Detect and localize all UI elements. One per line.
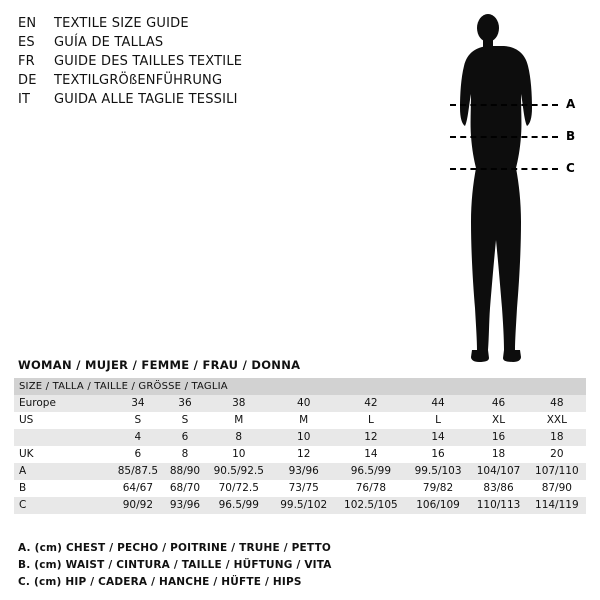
table-header-label: SIZE / TALLA / TAILLE / GRÖSSE / TAGLIA — [14, 378, 586, 395]
cell: 99.5/102 — [272, 497, 335, 514]
row-label: UK — [14, 446, 111, 463]
row-label: Europe — [14, 395, 111, 412]
language-title: GUIDA ALLE TAGLIE TESSILI — [54, 92, 238, 107]
cell: 110/113 — [469, 497, 527, 514]
cell: 14 — [335, 446, 407, 463]
table-row — [14, 497, 586, 514]
cell: 76/78 — [335, 480, 407, 497]
table-row — [14, 429, 586, 446]
cell: 73/75 — [272, 480, 335, 497]
row-label — [14, 429, 111, 446]
language-row — [18, 54, 318, 73]
table-header-row — [14, 378, 586, 395]
cell: 42 — [335, 395, 407, 412]
cell: L — [335, 412, 407, 429]
marker-label-c: C — [566, 161, 575, 175]
cell: 99.5/103 — [407, 463, 470, 480]
cell: 64/67 — [111, 480, 165, 497]
language-header-block — [18, 16, 318, 111]
language-row — [18, 73, 318, 92]
cell: 46 — [469, 395, 527, 412]
table-row — [14, 412, 586, 429]
cell: 88/90 — [165, 463, 205, 480]
cell: 18 — [528, 429, 586, 446]
table-row — [14, 446, 586, 463]
language-title: GUÍA DE TALLAS — [54, 35, 164, 50]
row-label: US — [14, 412, 111, 429]
silhouette-icon — [440, 8, 590, 368]
cell: 36 — [165, 395, 205, 412]
cell: 68/70 — [165, 480, 205, 497]
table-row — [14, 395, 586, 412]
cell: 10 — [205, 446, 272, 463]
cell: 18 — [469, 446, 527, 463]
cell: 8 — [205, 429, 272, 446]
language-code: EN — [18, 16, 37, 31]
cell: 34 — [111, 395, 165, 412]
row-label: C — [14, 497, 111, 514]
note-chest: A. (cm) CHEST / PECHO / POITRINE / TRUHE / PETTO — [18, 542, 331, 554]
cell: S — [111, 412, 165, 429]
cell: 85/87.5 — [111, 463, 165, 480]
cell: XL — [469, 412, 527, 429]
cell: 16 — [469, 429, 527, 446]
row-label: A — [14, 463, 111, 480]
cell: 8 — [165, 446, 205, 463]
cell: 96.5/99 — [205, 497, 272, 514]
cell: 40 — [272, 395, 335, 412]
language-code: ES — [18, 35, 35, 50]
cell: 6 — [111, 446, 165, 463]
cell: 93/96 — [165, 497, 205, 514]
cell: 12 — [272, 446, 335, 463]
note-hip: C. (cm) HIP / CADERA / HANCHE / HÜFTE / HIPS — [18, 576, 302, 588]
cell: 83/86 — [469, 480, 527, 497]
female-silhouette-figure — [440, 8, 590, 368]
cell: 96.5/99 — [335, 463, 407, 480]
cell: 48 — [528, 395, 586, 412]
cell: 90.5/92.5 — [205, 463, 272, 480]
cell: 90/92 — [111, 497, 165, 514]
cell: 114/119 — [528, 497, 586, 514]
cell: 6 — [165, 429, 205, 446]
language-code: DE — [18, 73, 37, 88]
language-row — [18, 35, 318, 54]
cell: M — [272, 412, 335, 429]
language-code: IT — [18, 92, 31, 107]
language-row — [18, 92, 318, 111]
marker-label-b: B — [566, 129, 576, 143]
cell: 70/72.5 — [205, 480, 272, 497]
cell: 106/109 — [407, 497, 470, 514]
measurement-notes — [18, 540, 578, 591]
cell: M — [205, 412, 272, 429]
cell: 4 — [111, 429, 165, 446]
cell: 16 — [407, 446, 470, 463]
cell: 44 — [407, 395, 470, 412]
cell: S — [165, 412, 205, 429]
table-row — [14, 480, 586, 497]
cell: 10 — [272, 429, 335, 446]
language-title: GUIDE DES TAILLES TEXTILE — [54, 54, 243, 69]
cell: XXL — [528, 412, 586, 429]
cell: 107/110 — [528, 463, 586, 480]
language-row — [18, 16, 318, 35]
cell: 102.5/105 — [335, 497, 407, 514]
cell: 87/90 — [528, 480, 586, 497]
cell: 104/107 — [469, 463, 527, 480]
language-title: TEXTILE SIZE GUIDE — [54, 16, 189, 31]
cell: 20 — [528, 446, 586, 463]
marker-label-a: A — [566, 97, 576, 111]
cell: 38 — [205, 395, 272, 412]
language-title: TEXTILGRÖßENFÜHRUNG — [54, 73, 223, 88]
section-title-woman: WOMAN / MUJER / FEMME / FRAU / DONNA — [18, 358, 301, 372]
cell: 14 — [407, 429, 470, 446]
cell: L — [407, 412, 470, 429]
language-code: FR — [18, 54, 35, 69]
cell: 93/96 — [272, 463, 335, 480]
note-waist: B. (cm) WAIST / CINTURA / TAILLE / HÜFTUNG / VITA — [18, 559, 332, 571]
size-table — [14, 378, 586, 514]
row-label: B — [14, 480, 111, 497]
table-row — [14, 463, 586, 480]
cell: 12 — [335, 429, 407, 446]
cell: 79/82 — [407, 480, 470, 497]
